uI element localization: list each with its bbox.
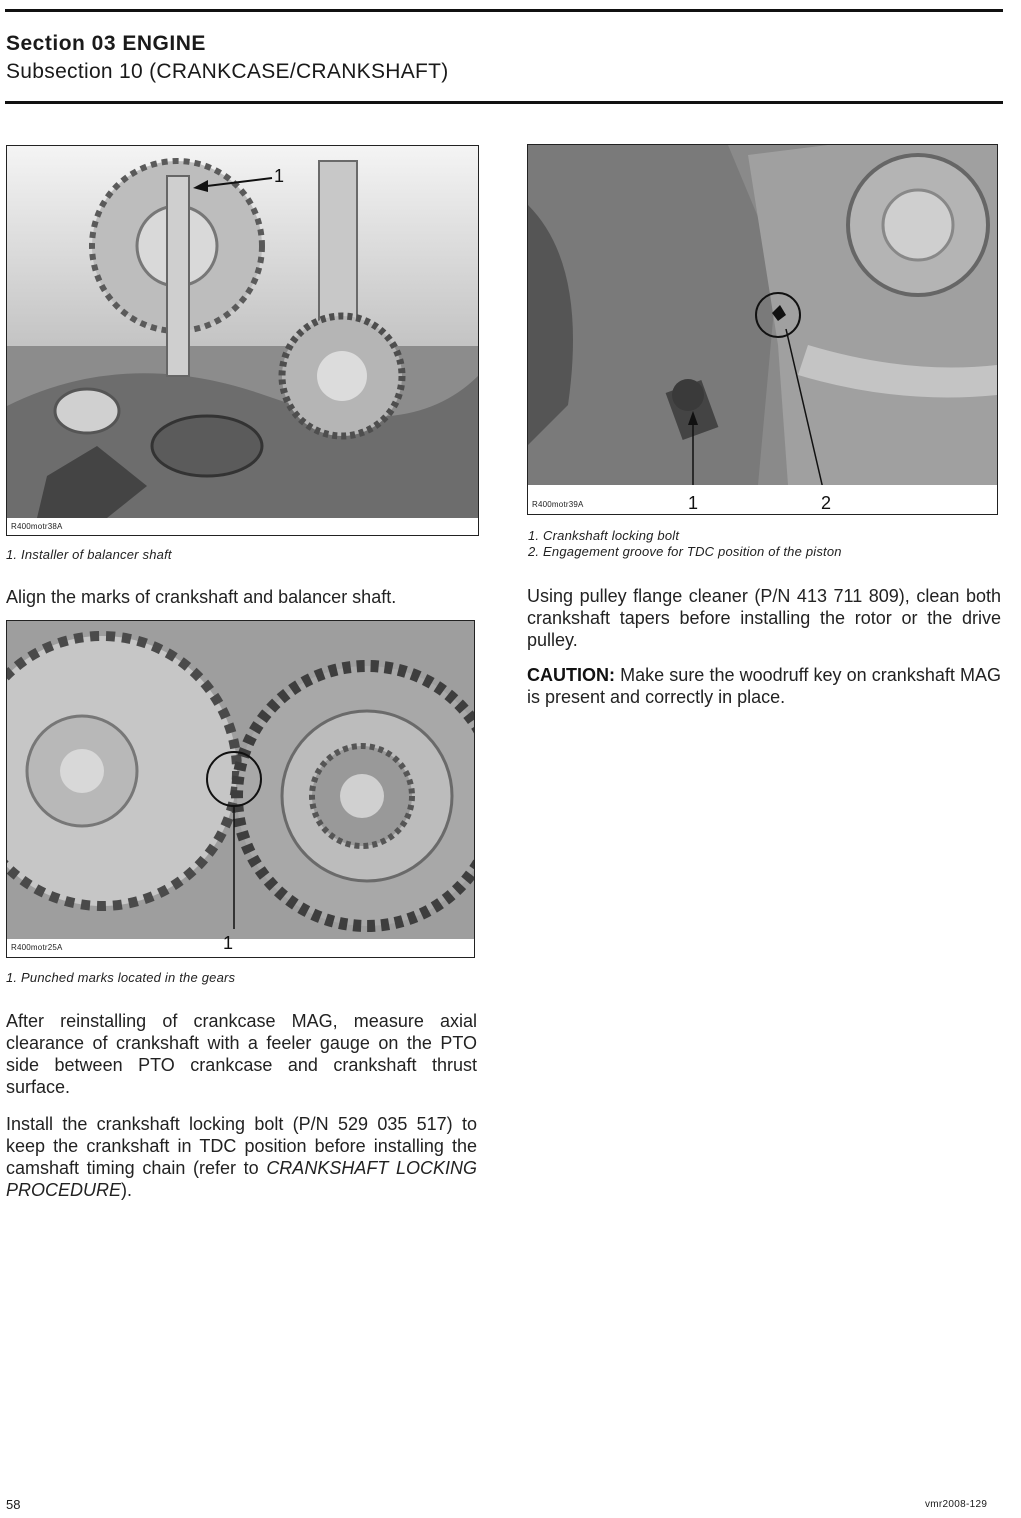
procedure-reference: CRANKSHAFT LOCKING PROCEDURE xyxy=(6,1158,477,1200)
header-rule-top xyxy=(5,9,1003,12)
figure-caption: 1. Installer of balancer shaft xyxy=(6,547,172,562)
paragraph-align-marks: Align the marks of crankshaft and balancer shaft. xyxy=(6,587,397,607)
figure-caption: 1. Punched marks located in the gears xyxy=(6,970,236,985)
figure-punched-marks xyxy=(6,620,475,958)
locking-bolt-text-end: ). xyxy=(121,1180,133,1200)
subsection-title: Subsection 10 (CRANKCASE/CRANKSHAFT) xyxy=(6,60,449,83)
paragraph-axial-clearance: After reinstalling of crankcase MAG, measure axial clearance of crankshaft with a feeler gauge on the PTO side between PTO crankcase and crankshaft thrust surface. xyxy=(6,1011,477,1097)
figure-caption-2: 2. Engagement groove for TDC position of the piston xyxy=(528,544,842,559)
document-code: vmr2008-129 xyxy=(925,1499,988,1510)
figure-balancer-shaft-installer xyxy=(6,145,479,536)
locking-bolt-text: Install the crankshaft locking bolt (P/N 529 035 517) to keep the crankshaft in TDC position before installing the camshaft timing chain (refer to xyxy=(6,1114,477,1178)
callout-number: 1 xyxy=(274,166,285,186)
figure-crankshaft-locking-bolt xyxy=(527,144,998,515)
caution-note xyxy=(527,664,1001,708)
figure-caption-1: 1. Crankshaft locking bolt xyxy=(528,528,680,543)
figure-code-label: R400motr25A xyxy=(11,943,63,952)
paragraph-pulley-cleaner: Using pulley flange cleaner (P/N 413 711 809), clean both crankshaft tapers before installing the rotor or the drive pulley. xyxy=(527,586,1001,650)
callout-number-2: 2 xyxy=(821,493,832,513)
section-title: Section 03 ENGINE xyxy=(6,32,206,55)
callout-number: 1 xyxy=(223,933,234,953)
figure-code-label: R400motr38A xyxy=(11,522,63,531)
caution-label: CAUTION: xyxy=(527,665,615,685)
locking-bolt-photo xyxy=(528,145,997,514)
figure-code-label: R400motr39A xyxy=(532,500,584,509)
header-rule-bottom xyxy=(5,101,1003,104)
callout-number-1: 1 xyxy=(688,493,699,513)
gear-marks-photo xyxy=(7,621,474,957)
paragraph-locking-bolt xyxy=(6,1113,477,1201)
caution-text: Make sure the woodruff key on crankshaft MAG is present and correctly in place. xyxy=(527,665,1001,707)
page-number: 58 xyxy=(6,1497,21,1512)
balancer-shaft-photo xyxy=(7,146,478,535)
